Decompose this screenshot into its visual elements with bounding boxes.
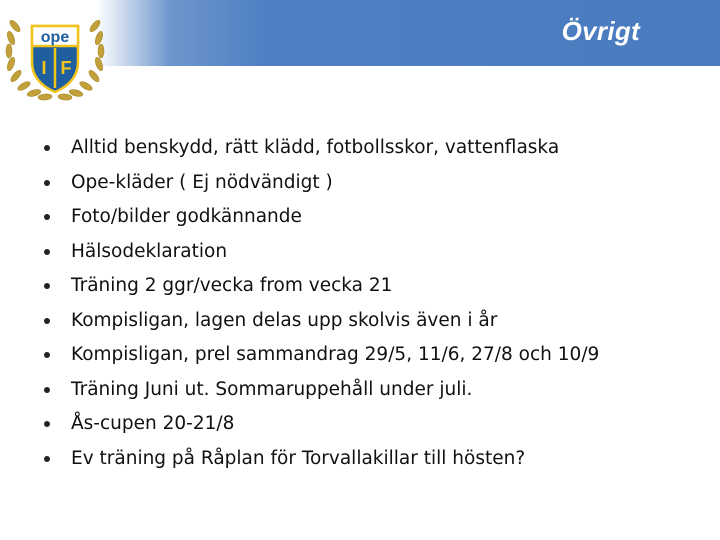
bullet-dot-icon [44, 387, 50, 393]
bullet-text: Ås-cupen 20-21/8 [71, 413, 235, 434]
bullet-item [42, 442, 599, 477]
bullet-item [42, 166, 599, 201]
bullet-dot-icon [44, 456, 50, 462]
bullet-text: Kompisligan, prel sammandrag 29/5, 11/6, 27/8 och 10/9 [71, 344, 600, 365]
bullet-item [42, 304, 599, 339]
logo-letter-left: I [41, 58, 47, 78]
bullet-dot-icon [44, 318, 50, 324]
bullet-text: Ev träning på Råplan för Torvallakillar till hösten? [71, 447, 526, 469]
bullet-dot-icon [44, 249, 50, 255]
bullet-item [42, 269, 599, 304]
bullet-item [42, 200, 599, 235]
logo-letter-right: F [60, 58, 72, 78]
bullet-item [42, 131, 599, 166]
bullet-text: Ope-kläder ( Ej nödvändigt ) [71, 171, 333, 193]
bullet-dot-icon [44, 421, 50, 427]
bullet-text: Träning Juni ut. Sommaruppehåll under juli. [71, 378, 473, 400]
bullet-text: Alltid benskydd, rätt klädd, fotbollsskor, vattenflaska [71, 137, 560, 158]
bullet-text: Träning 2 ggr/vecka from vecka 21 [71, 275, 393, 296]
bullet-dot-icon [44, 283, 50, 289]
bullet-dot-icon [44, 352, 50, 358]
bullet-dot-icon [44, 145, 50, 151]
bullet-item [42, 235, 599, 270]
bullet-text: Hälsodeklaration [71, 240, 228, 262]
bullet-item [42, 338, 599, 373]
bullet-item [42, 407, 599, 442]
bullet-list [42, 131, 599, 476]
bullet-text: Kompisligan, lagen delas upp skolvis även i år [71, 309, 498, 331]
bullet-dot-icon [44, 214, 50, 220]
bullet-text: Foto/bilder godkännande [71, 206, 302, 227]
logo-top-text: ope [40, 29, 70, 46]
slide-title: Övrigt [561, 16, 640, 46]
club-logo [3, 6, 107, 104]
bullet-dot-icon [44, 180, 50, 186]
bullet-item [42, 373, 599, 408]
